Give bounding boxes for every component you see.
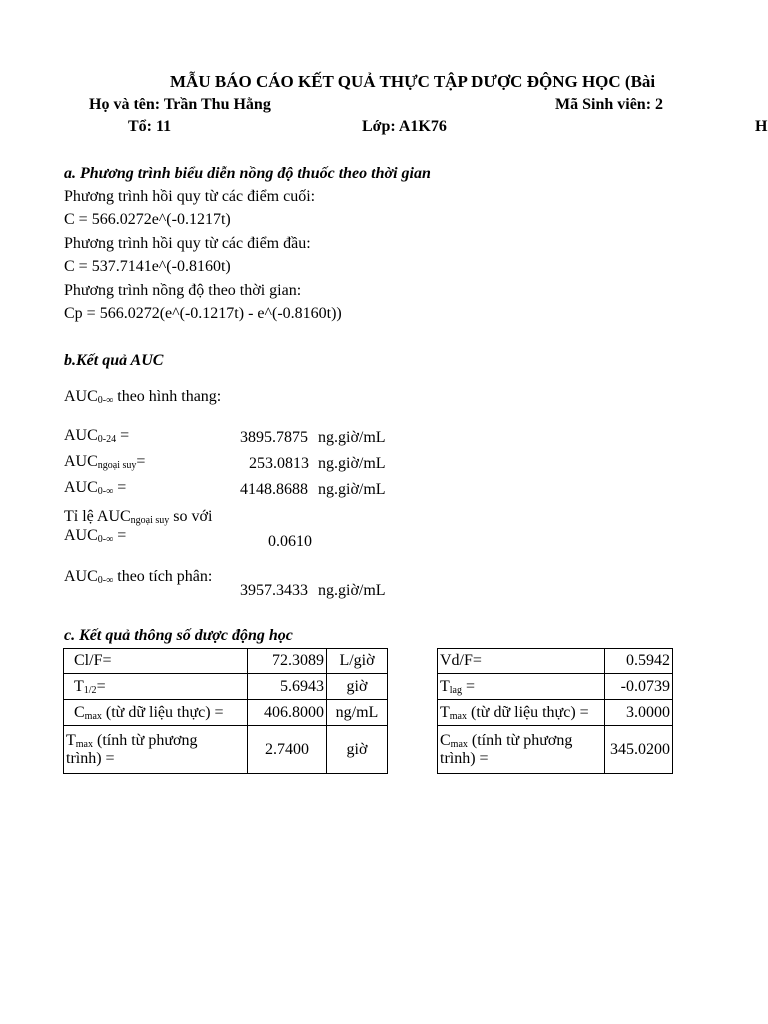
tmax-calc-label: $T_{max}$ (tính từ phương trình) = [64, 726, 248, 774]
group-number: Tổ: 11 [128, 118, 172, 135]
cl-value: 72.3089 [248, 649, 327, 674]
auc-extrapolated-unit: ng.giờ/mL [318, 455, 386, 472]
tmax-real-value: 3.0000 [605, 700, 673, 726]
auc-integral-value: 3957.3433 [240, 582, 308, 599]
class-name: Lớp: A1K76 [362, 118, 447, 135]
cmax-calc-label: $C_{max}$ (tính từ phương trình) = [438, 726, 605, 774]
half-life-label: $T_{1/2}=$ [64, 674, 248, 700]
section-a-heading: a. Phương trình biểu diễn nồng độ thuốc theo thời gian [64, 165, 431, 182]
auc-0-24-unit: ng.giờ/mL [318, 429, 386, 446]
auc-trapezoid-label: $AUC_{0-\infty}$ theo hình thang: [64, 388, 222, 406]
section-c-heading: c. Kết quả thông số dược động học [64, 627, 293, 644]
pk-table-right [437, 648, 673, 774]
concentration-label: Phương trình nồng độ theo thời gian: [64, 282, 302, 299]
table-row [438, 649, 673, 674]
tmax-calc-unit: giờ [327, 726, 388, 774]
cl-label: Cl/F= [64, 649, 248, 674]
auc-integral-unit: ng.giờ/mL [318, 582, 386, 599]
regression-end-label: Phương trình hồi quy từ các điểm cuối: [64, 188, 316, 205]
concentration-equation: Cp = 566.0272(e^(-0.1217t) - e^(-0.8160t)) [64, 305, 342, 322]
auc-extrapolated-value: 253.0813 [249, 455, 309, 472]
tlag-value: -0.0739 [605, 674, 673, 700]
auc-ratio-value: 0.0610 [268, 533, 312, 550]
auc-0-inf-unit: ng.giờ/mL [318, 481, 386, 498]
auc-0-24-label: $AUC_{0-24}$ = [64, 427, 130, 445]
cmax-real-unit: ng/mL [327, 700, 388, 726]
auc-0-inf-label: $AUC_{0-\infty}$ = [64, 479, 127, 497]
table-row [64, 649, 388, 674]
regression-end-equation: C = 566.0272e^(-0.1217t) [64, 211, 231, 228]
section-b-heading: b.Kết quả AUC [64, 352, 164, 369]
student-name: Họ và tên: Trần Thu Hằng [89, 96, 271, 113]
student-id: Mã Sinh viên: 2 [555, 96, 664, 113]
cut-off-text: H [755, 118, 768, 135]
cmax-real-value: 406.8000 [248, 700, 327, 726]
table-row [64, 674, 388, 700]
tmax-real-label: $T_{max}$ (từ dữ liệu thực) = [438, 700, 605, 726]
vd-value: 0.5942 [605, 649, 673, 674]
cmax-real-label: $C_{max}$ (từ dữ liệu thực) = [64, 700, 248, 726]
tlag-label: $T_{lag}$ = [438, 674, 605, 700]
auc-0-24-value: 3895.7875 [240, 429, 308, 446]
auc-integral-label: $AUC_{0-\infty}$ theo tích phân: [64, 568, 213, 586]
table-row [438, 700, 673, 726]
table-row [64, 700, 388, 726]
table-row [64, 726, 388, 774]
table-row [438, 726, 673, 774]
half-life-value: 5.6943 [248, 674, 327, 700]
auc-extrapolated-label: $AUC_{ngoại suy}=$ [64, 453, 146, 471]
pk-table-left [63, 648, 388, 774]
vd-label: Vd/F= [438, 649, 605, 674]
auc-0-inf-value: 4148.8688 [240, 481, 308, 498]
regression-start-label: Phương trình hồi quy từ các điểm đầu: [64, 235, 311, 252]
auc-ratio-label-line2: $AUC_{0-\infty}$ = [64, 527, 127, 545]
cl-unit: L/giờ [327, 649, 388, 674]
regression-start-equation: C = 537.7141e^(-0.8160t) [64, 258, 231, 275]
cmax-calc-value: 345.0200 [605, 726, 673, 774]
half-life-unit: giờ [327, 674, 388, 700]
auc-ratio-label: Tỉ lệ $AUC_{ngoại suy}$ so với [64, 508, 213, 526]
report-title: MẪU BÁO CÁO KẾT QUẢ THỰC TẬP DƯỢC ĐỘNG HỌC (Bài [170, 72, 656, 91]
tmax-calc-value: 2.7400 [248, 726, 327, 774]
table-row [438, 674, 673, 700]
